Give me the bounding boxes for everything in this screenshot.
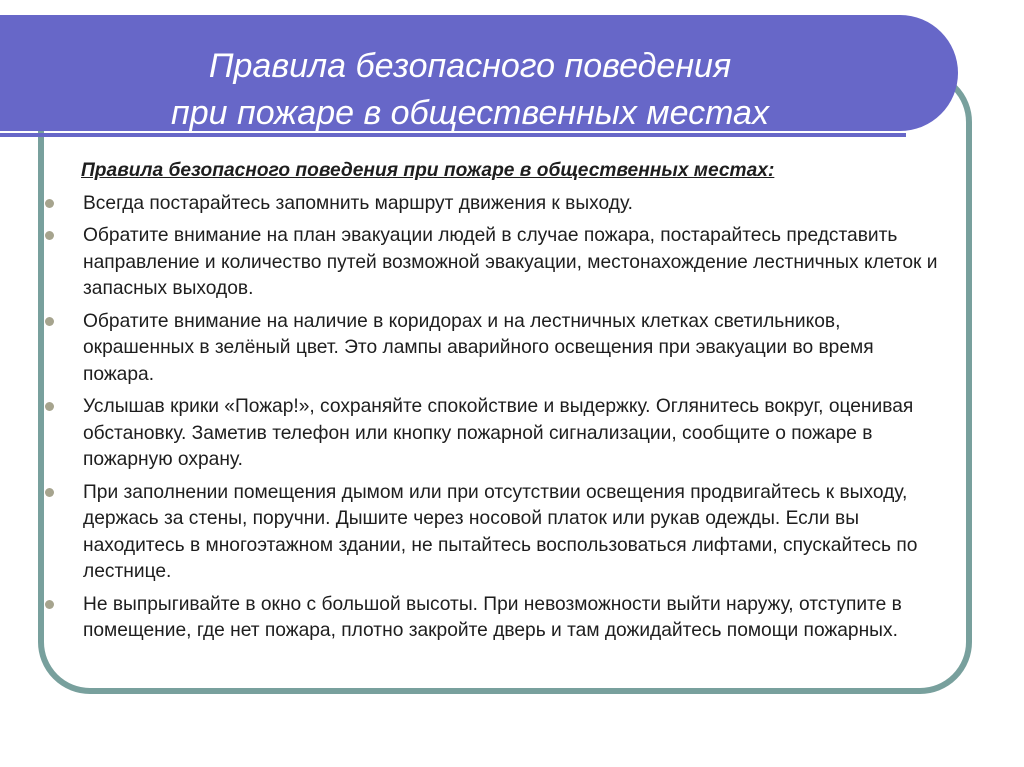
list-item-text: Обратите внимание на наличие в коридорах и на лестничных клетках светильников, окрашенных в зелёный цвет. Это лампы аварийного освещения при эвакуации во время пожара.: [83, 310, 874, 385]
bullet-dot-icon: [45, 317, 54, 326]
list-item-text: При заполнении помещения дымом или при отсутствии освещения продвигайтесь к выходу, держась за стены, поручни. Дышите через носовой платок или рукав одежды. Если вы находитесь в многоэтажном здании, не пытайтесь воспользоваться лифтами, спускайтесь по лестнице.: [83, 481, 918, 582]
list-item: [44, 394, 944, 474]
slide-title: [0, 43, 940, 137]
content-heading: Правила безопасного поведения при пожаре в общественных местах:: [81, 160, 775, 181]
slide-title-line-1: Правила безопасного поведения: [208, 47, 732, 85]
slide-title-line-2: при пожаре в общественных местах: [171, 94, 769, 132]
title-underline: [0, 133, 906, 137]
title-band: [0, 15, 958, 131]
list-item: [44, 191, 944, 218]
rules-list: [44, 191, 944, 645]
list-item-text: Услышав крики «Пожар!», сохраняйте спокойствие и выдержку. Оглянитесь вокруг, оценивая обстановку. Заметив телефон или кнопку пожарной сигнализации, сообщите о пожаре в пожарную охрану.: [83, 396, 914, 470]
list-item: [44, 480, 944, 586]
list-item-text: Обратите внимание на план эвакуации людей в случае пожара, постарайтесь представить направление и количество путей возможной эвакуации, местонахождение лестничных клеток и запасных выходов.: [83, 225, 938, 299]
list-item: [44, 223, 944, 303]
bullet-dot-icon: [45, 488, 54, 497]
list-item: [44, 309, 944, 389]
bullet-dot-icon: [45, 199, 54, 208]
bullet-dot-icon: [45, 402, 54, 411]
list-item-text: Не выпрыгивайте в окно с большой высоты. При невозможности выйти наружу, отступите в помещение, где нет пожара, плотно закройте дверь и там дожидайтесь помощи пожарных.: [83, 593, 902, 641]
slide-content: [44, 158, 944, 651]
bullet-dot-icon: [45, 231, 54, 240]
list-item-text: Всегда постарайтесь запомнить маршрут движения к выходу.: [83, 192, 633, 214]
bullet-dot-icon: [45, 600, 54, 609]
list-item: [44, 592, 944, 645]
